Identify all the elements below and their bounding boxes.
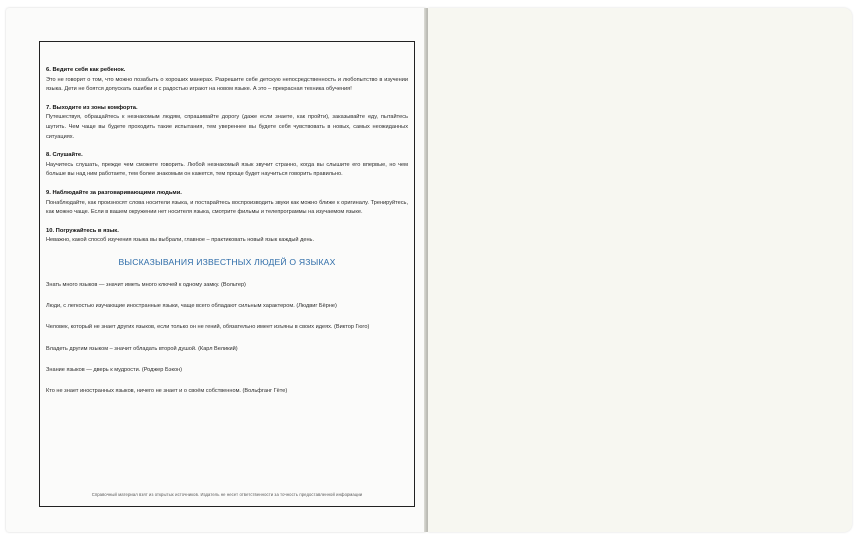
right-page-blank — [428, 8, 852, 532]
quote-item: Человек, который не знает других языков, если только он не гений, обязательно имеет изъяны в своих идеях. (Виктор Гюго) — [46, 324, 370, 331]
tip-6 — [46, 66, 408, 95]
tip-title: 6. Ведите себя как ребенок. — [46, 67, 126, 73]
tip-title: 7. Выходите из зоны комфорта. — [46, 104, 138, 111]
left-page — [6, 8, 426, 532]
notebook-spread — [6, 8, 852, 532]
tip-title: 10. Погружайтесь в язык. — [46, 227, 119, 234]
quote-item: Люди, с легкостью изучающие иностранные языки, чаще всего обладают сильным характером. (Людвиг Бёрне) — [46, 302, 337, 309]
tip-title: 8. Слушайте. — [46, 152, 83, 159]
quote-item: Знать много языков — значит иметь много ключей к одному замку. (Вольтер) — [46, 281, 246, 288]
tip-body: Путешествуя, обращайтесь к незнакомым людям, спрашивайте дорогу (даже если знаете, как пройти), заказывайте еду, пытайтесь шутить. Чем чаще вы будете проходить такие испытания, тем увереннее вы будете себя чувствовать в новых, самых неожиданных ситуациях. — [46, 114, 408, 140]
tip-body: Научитесь слушать, прежде чем сможете говорить. Любой незнакомый язык звучит странно, когда вы слышите его впервые, но чем больше вы над ним работаете, тем более знакомым он кажется, тем проще будет научиться говорить правильно. — [46, 161, 408, 178]
quote-item: Кто не знает иностранных языков, ничего не знает и о своём собственном. (Вольфганг Гёте) — [46, 388, 288, 395]
quote-item: Владеть другим языком – значит обладать второй душой. (Карл Великий) — [46, 345, 238, 352]
tip-9 — [46, 189, 408, 218]
tip-title: 9. Наблюдайте за разговаривающими людьми. — [46, 189, 182, 196]
tip-body: Неважно, какой способ изучения языка вы выбрали, главное – практиковать новый язык каждый день. — [46, 237, 315, 244]
page-content — [46, 66, 408, 409]
tip-body: Понаблюдайте, как произносят слова носители языка, и постарайтесь воспроизводить звуки как можно ближе к оригиналу. Тренируйтесь, как можно чаще. Если в вашем окружении нет носителя языка, смотрите фильмы и телепрограммы на изучаемом языке. — [46, 199, 408, 216]
tip-8 — [46, 151, 408, 180]
quote-item: Знание языков — дверь к мудрости. (Роджер Бэкон) — [46, 367, 183, 374]
tip-10 — [46, 227, 408, 246]
tip-7 — [46, 104, 408, 142]
quotes-heading: ВЫСКАЗЫВАНИЯ ИЗВЕСТНЫХ ЛЮДЕЙ О ЯЗЫКАХ — [118, 256, 336, 267]
disclaimer-footer: Справочный материал взят из открытых источников. Издатель не несет ответственности за точность предоставленной информации — [91, 492, 363, 497]
tip-body: Это не говорит о том, что можно позабыть о хороших манерах. Разрешите себе детскую непосредственность и любопытство в изучении языка. Дети не боятся допускать ошибки и с радостью играют на новом языке. А это – прекрасная техника обучения! — [46, 76, 408, 93]
